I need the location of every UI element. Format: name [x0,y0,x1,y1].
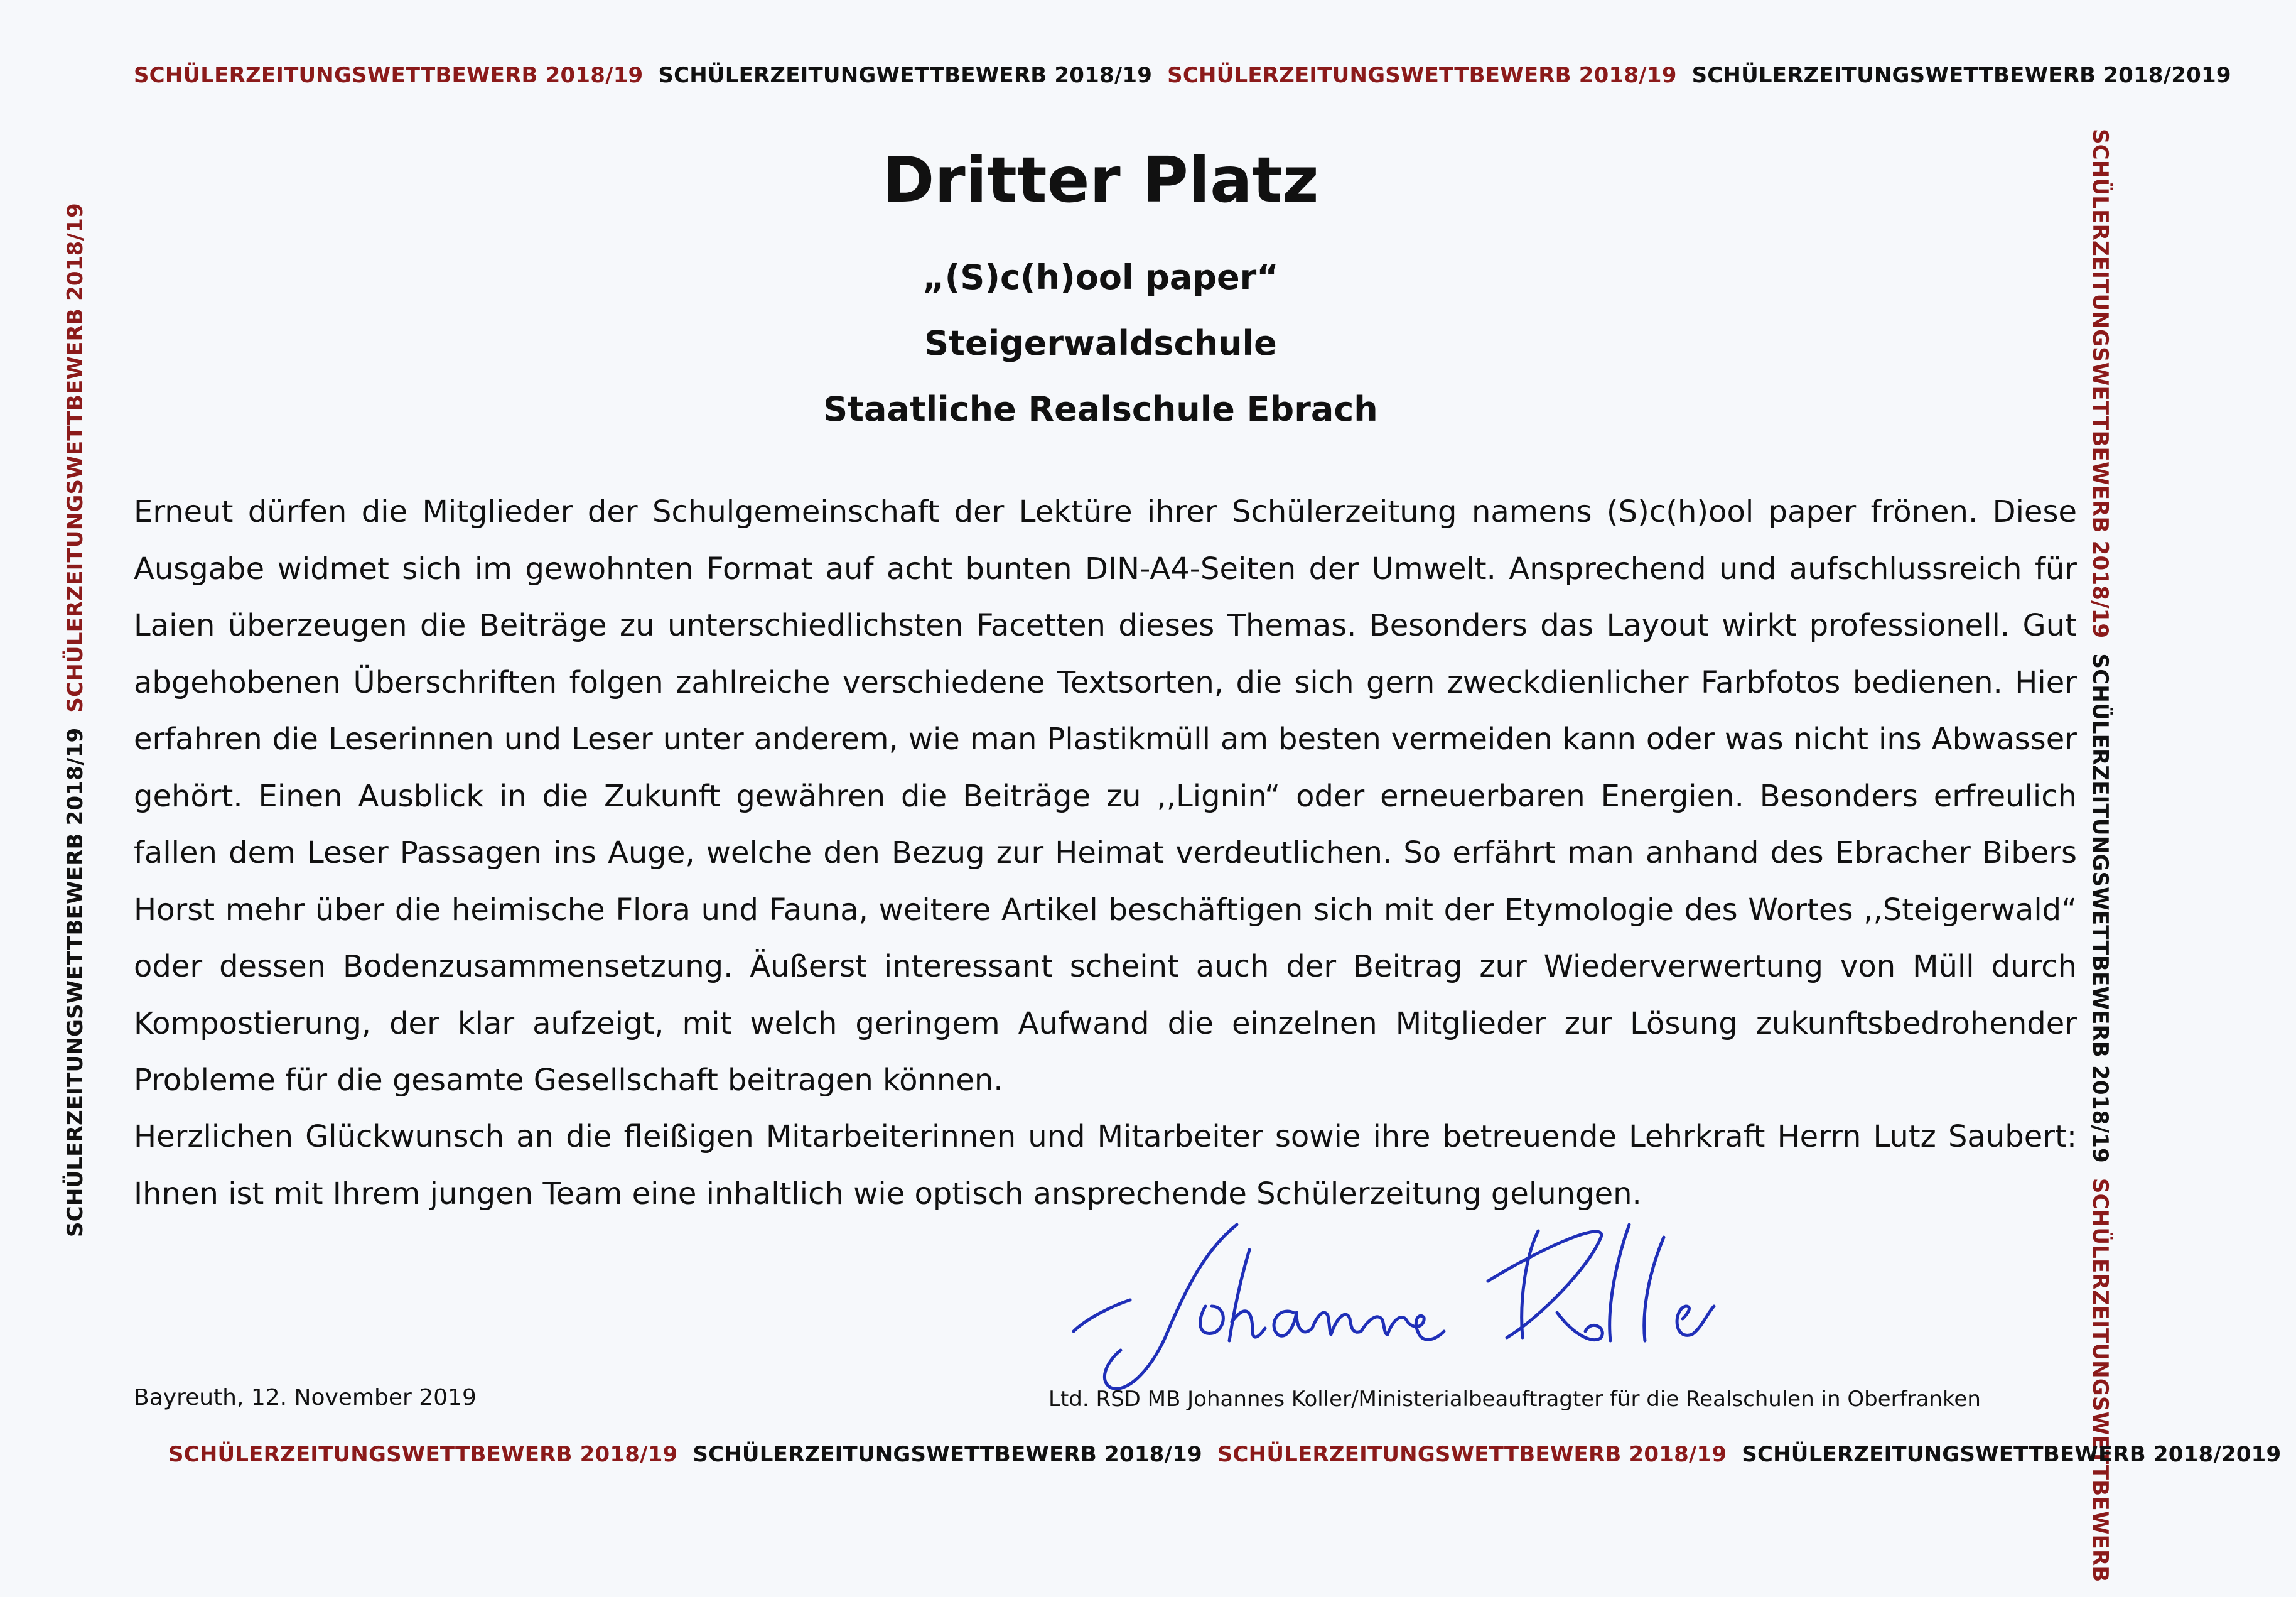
school-type: Staatliche Realschule Ebrach [823,389,1378,429]
banner-text: SCHÜLERZEITUNGSWETTBEWERB 2018/19 [63,203,88,713]
banner-bottom [168,1442,2296,1467]
banner-text: SCHÜLERZEITUNGSWETTBEWERB 2018/19 [2088,129,2113,639]
banner-text: SCHÜLERZEITUNGSWETTBEWERB 2018/19 [134,63,644,88]
signer-name: Ltd. RSD MB Johannes Koller/Ministerialbeauftragter für die Realschulen in Oberfranken [1048,1387,1981,1412]
place-and-date: Bayreuth, 12. November 2019 [134,1385,477,1410]
banner-text: SCHÜLERZEITUNGSWETTBEWERB 2018/19 [693,1442,1202,1467]
congratulation-paragraph: Herzlichen Glückwunsch an die fleißigen Mitarbeiterinnen und Mitarbeiter sowie ihre betreuende Lehrkraft Herrn Lutz Saubert: Ihnen ist mit Ihrem jungen Team eine inhaltlich wie optisch ansprechende Schülerzeitung gelungen. [134,1119,2077,1211]
certificate-title: Dritter Platz [882,143,1319,217]
laudation-paragraph: Erneut dürfen die Mitglieder der Schulgemeinschaft der Lektüre ihrer Schülerzeitung namens (S)c(h)ool paper frönen. Diese Ausgabe widmet sich im gewohnten Format auf acht bunten DIN-A4-Seiten der Umwelt. Ansprechend und aufschlussreich für Laien überzeugen die Beiträge zu unterschiedlichsten Facetten dieses Themas. Besonders das Layout wirkt professionell. Gut abgehobenen Überschriften folgen zahlreiche verschiedene Textsorten, die sich gern zweckdienlicher Farbfotos bedienen. Hier erfahren die Leserinnen und Leser unter anderem, wie man Plastikmüll am besten vermeiden kann oder was nicht ins Abwasser gehört. Einen Ausblick in die Zukunft gewähren die Beiträge zu ,,Lignin“ oder erneuerbaren Energien. Besonders erfreulich fallen dem Leser Passagen ins Auge, welche den Bezug zur Heimat verdeutlichen. So erfährt man anhand des Ebracher Bibers Horst mehr über die heimische Flora und Fauna, weitere Artikel beschäftigen sich mit der Etymologie des Wortes ,,Steigerwald“ oder dessen Bodenzusammensetzung. Äußerst interessant scheint auch der Beitrag zur Wiederverwertung von Müll durch Kompostierung, der klar aufzeigt, mit welch geringem Aufwand die einzelnen Mitglieder zur Lösung zukunftsbedrohender Probleme für die gesamte Gesellschaft beitragen können. [134,494,2077,1098]
banner-text: SCHÜLERZEITUNGSWETTBEWERB [2088,1177,2113,1583]
banner-text: SCHÜLERZEITUNGSWETTBEWERB 2018/19 [2088,653,2113,1163]
banner-text: SCHÜLERZEITUNGWETTBEWERB 2018/19 [658,63,1153,88]
banner-text: SCHÜLERZEITUNGSWETTBEWERB 2018/2019 [1742,1442,2282,1467]
banner-top [134,63,2246,88]
banner-text: SCHÜLERZEITUNGSWETTBEWERB 2018/19 [63,727,88,1237]
banner-text: SCHÜLERZEITUNGSWETTBEWERB 2018/19 [1217,1442,1727,1467]
school-name: Steigerwaldschule [924,323,1277,363]
banner-text: SCHÜLERZEITUNGSWETTBEWERB 2018/2019 [1691,63,2231,88]
banner-text: SCHÜLERZEITUNGSWETTBEWERB 2018/19 [1167,63,1677,88]
newspaper-name: „(S)c(h)ool paper“ [922,257,1279,297]
banner-text: SCHÜLERZEITUNGSWETTBEWERB 2018/19 [168,1442,678,1467]
